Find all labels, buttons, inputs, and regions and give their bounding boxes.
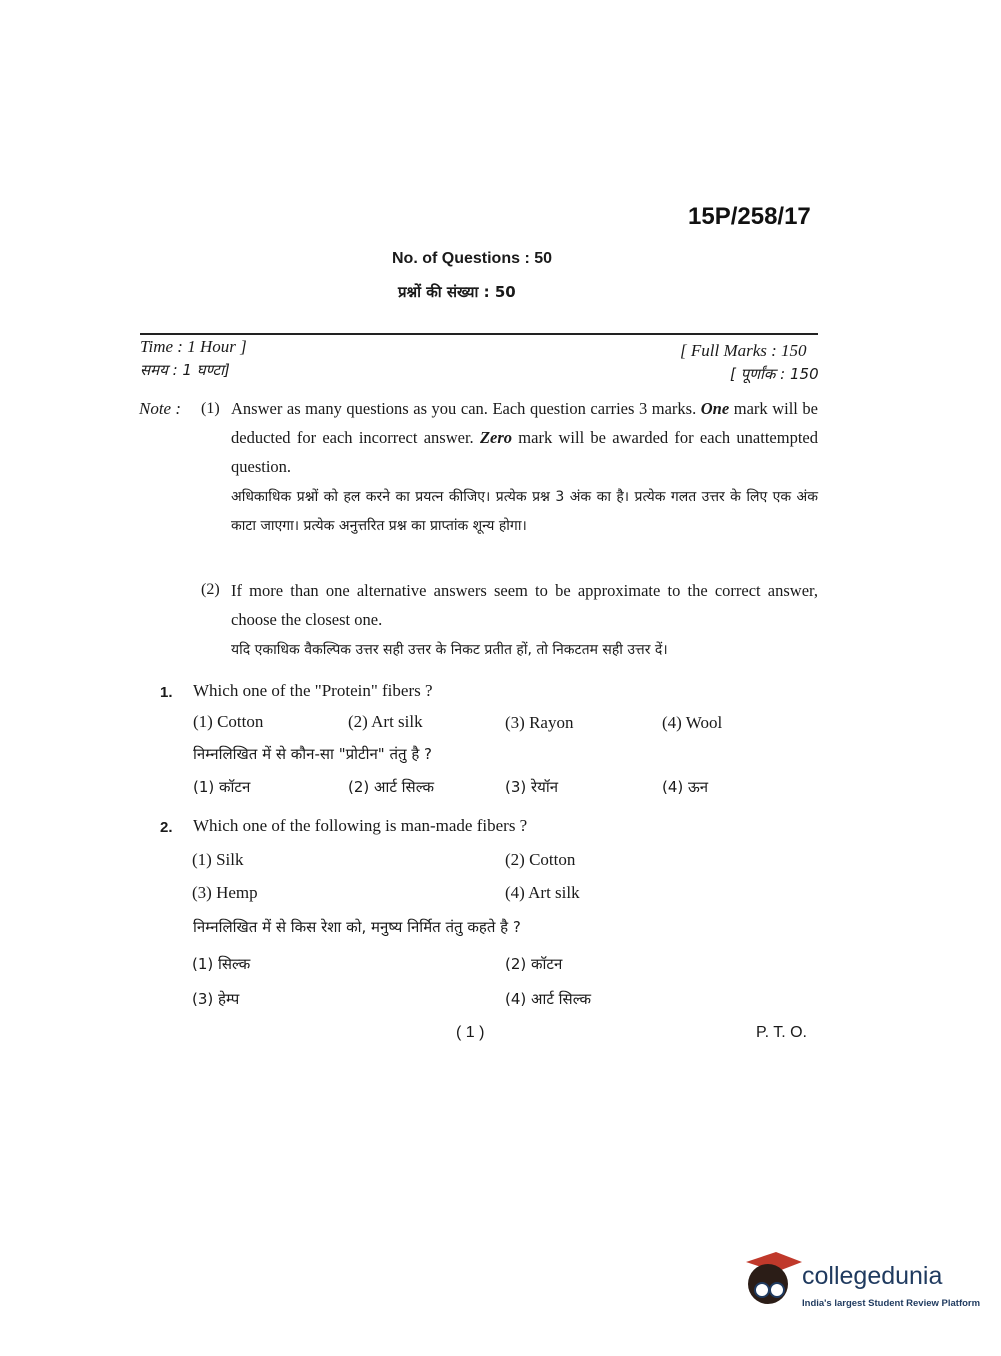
option: (4) आर्ट सिल्क (505, 990, 591, 1008)
note-item-number: (2) (201, 581, 220, 598)
time-label-en: Time : 1 Hour ] (140, 337, 247, 356)
note-2-hi: यदि एकाधिक वैकल्पिक उत्तर सही उत्तर के निकट प्रतीत हों, तो निकटतम सही उत्तर दें। (231, 642, 668, 658)
note-item-number: (1) (201, 400, 220, 417)
question-text-en: Which one of the following is man-made fibers ? (193, 816, 528, 835)
question-count-en: No. of Questions : 50 (392, 250, 553, 267)
full-marks-en: [ Full Marks : 150 (680, 341, 807, 360)
option: (3) रेयॉन (505, 778, 559, 796)
option: (1) कॉटन (193, 778, 251, 796)
paper-code: 15P/258/17 (688, 203, 811, 230)
option: (3) Rayon (505, 713, 574, 732)
question-text-en: Which one of the "Protein" fibers ? (193, 681, 433, 700)
watermark-brand: collegedunia (802, 1262, 943, 1290)
full-marks-hi: [ पूर्णांक : 150 (730, 365, 819, 383)
note-label: Note : (139, 399, 182, 418)
question-text-hi: निम्नलिखित में से किस रेशा को, मनुष्य निर्मित तंतु कहते है ? (193, 918, 521, 936)
option: (2) Cotton (505, 850, 576, 869)
option: (3) Hemp (192, 883, 258, 902)
option: (1) Silk (192, 850, 244, 869)
option: (4) Art silk (505, 883, 580, 902)
note-1-hi: अधिकाधिक प्रश्नों को हल करने का प्रयत्न कीजिए। प्रत्येक प्रश्न 3 अंक का है। प्रत्येक गलत उत्तर के लिए एक अंक काटा जाएगा। प्रत्येक अनुत्तरित प्रश्न का प्राप्तांक शून्य होगा। (231, 489, 818, 534)
pto-label: P. T. O. (756, 1024, 807, 1041)
time-label-hi: समय : 1 घण्टा] (140, 361, 230, 379)
option: (4) ऊन (662, 778, 709, 796)
question-count-hi: प्रश्नों की संख्या : 50 (398, 283, 516, 301)
watermark-tagline: India's largest Student Review Platform (802, 1298, 981, 1309)
option: (2) कॉटन (505, 955, 563, 973)
note-1-en: Answer as many questions as you can. Each question carries 3 marks. One mark will be deducted for each incorrect answer. Zero mark will be awarded for each unattempted question. (231, 399, 818, 476)
header-divider (140, 333, 818, 335)
option: (3) हेम्प (192, 990, 240, 1008)
page-number: ( 1 ) (456, 1024, 485, 1041)
question-number: 2. (160, 819, 173, 836)
option: (1) सिल्क (192, 955, 251, 973)
question-text-hi: निम्नलिखित में से कौन-सा "प्रोटीन" तंतु है ? (193, 745, 433, 763)
option: (4) Wool (662, 713, 723, 732)
note-2-en: If more than one alternative answers seem to be approximate to the correct answer, choose the closest one. (231, 581, 818, 629)
option: (2) Art silk (348, 712, 423, 731)
question-number: 1. (160, 684, 173, 701)
option: (2) आर्ट सिल्क (348, 778, 434, 796)
option: (1) Cotton (193, 712, 264, 731)
